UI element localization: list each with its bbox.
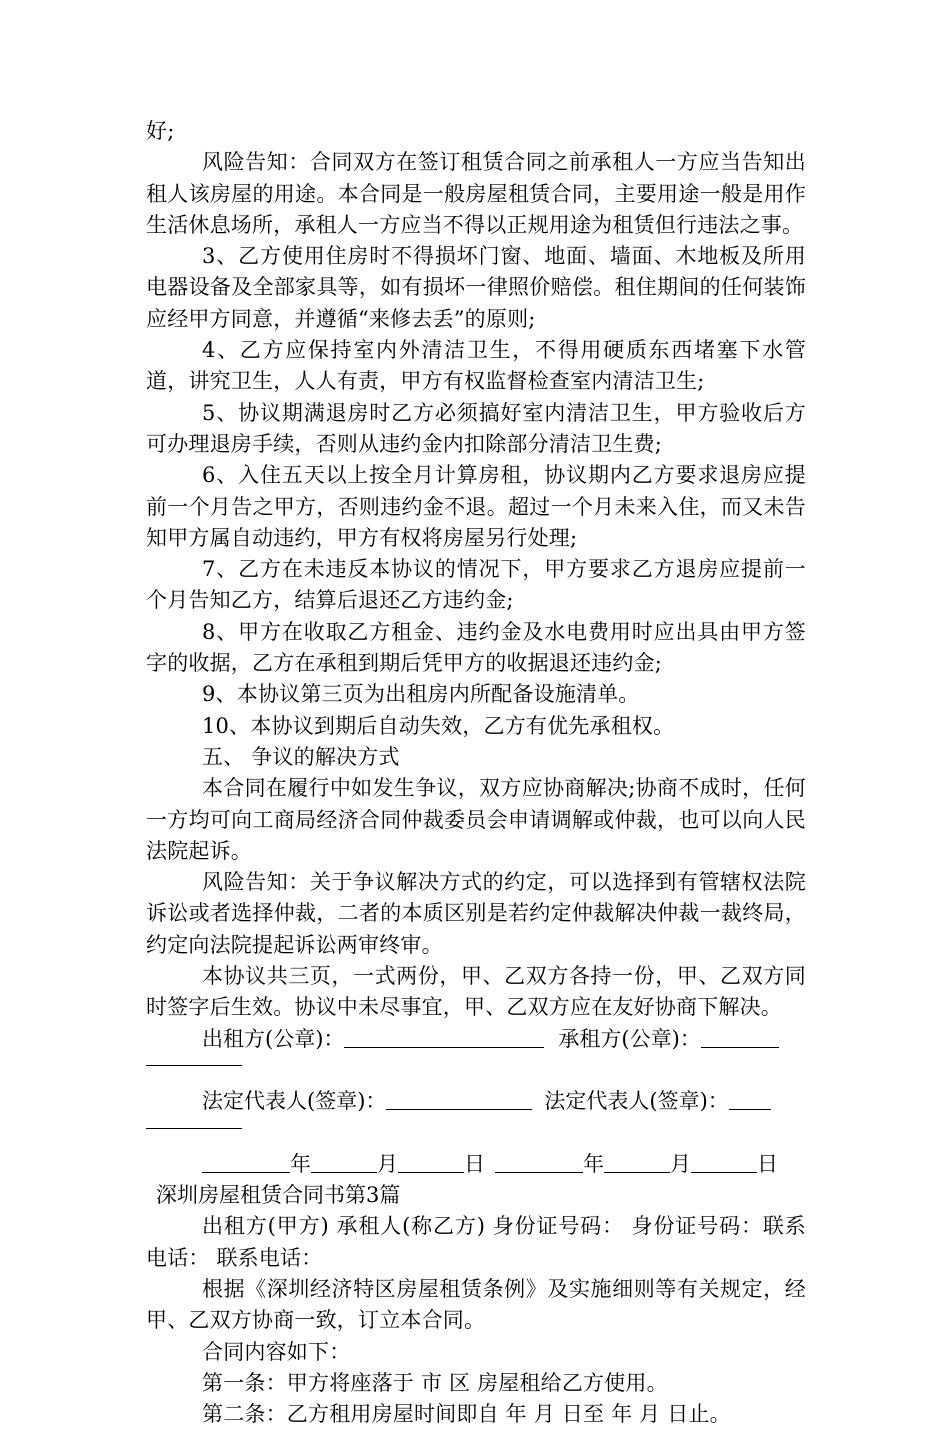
lessor-year-label: 年 xyxy=(290,1151,311,1176)
lessee-day-blank xyxy=(691,1152,757,1173)
lessor-day-label: 日 xyxy=(464,1151,485,1176)
paragraph: 8、甲方在收取乙方租金、违约金及水电费用时应出具由甲方签字的收据，乙方在承租到期后凭甲方的收据退还违约金; xyxy=(146,619,806,676)
contract-clauses xyxy=(146,116,806,1024)
paragraph: 五、 争议的解决方式 xyxy=(202,744,400,769)
paragraph: 好; xyxy=(146,119,175,143)
representative-row xyxy=(146,1086,806,1117)
paragraph: 风险告知：关于争议解决方式的约定，可以选择到有管辖权法院诉讼或者选择仲裁，二者的本质区别是若约定仲裁解决仲裁一裁终局，约定向法院提起诉讼两审终审。 xyxy=(146,870,806,957)
lessee-rep-label: 法定代表人(签章)： xyxy=(544,1089,729,1114)
lessee-seal-line xyxy=(701,1027,779,1048)
lessee-rep-line-continued xyxy=(146,1118,806,1149)
lessee-seal-label: 承租方(公章)： xyxy=(558,1026,701,1051)
paragraph: 出租方(甲方) 承租人(称乙方) 身份证号码： 身份证号码：联系电话： 联系电话： xyxy=(146,1214,806,1270)
lessee-seal-line-continued xyxy=(146,1055,806,1086)
paragraph: 合同内容如下： xyxy=(202,1339,351,1364)
paragraph: 4、乙方应保持室内外清洁卫生，不得用硬质东西堵塞下水管道，讲究卫生，人人有责，甲方有权监督检查室内清洁卫生; xyxy=(146,338,806,394)
paragraph: 第二条：乙方租用房屋时间即自 年 月 日至 年 月 日止。 xyxy=(202,1402,731,1427)
paragraph: 10、本协议到期后自动失效，乙方有优先承租权。 xyxy=(202,713,675,738)
lessor-year-blank xyxy=(202,1152,290,1173)
lessee-year-label: 年 xyxy=(583,1151,604,1176)
lessor-seal-line xyxy=(344,1027,544,1048)
lessee-month-blank xyxy=(604,1152,670,1173)
lessor-month-blank xyxy=(311,1152,377,1173)
lessee-year-blank xyxy=(495,1152,583,1173)
paragraph: 3、乙方使用住房时不得损坏门窗、地面、墙面、木地板及所用电器设备及全部家具等，如有损坏一律照价赔偿。租住期间的任何装饰应经甲方同意，并遵循“来修去丢”的原则; xyxy=(146,244,806,331)
lessor-seal-label: 出租方(公章)： xyxy=(202,1026,345,1051)
section-title: 深圳房屋租赁合同书第3篇 xyxy=(156,1183,401,1208)
contract-intro xyxy=(146,1211,806,1430)
paragraph: 第一条：甲方将座落于 市 区 房屋租给乙方使用。 xyxy=(202,1370,668,1395)
paragraph: 本协议共三页，一式两份，甲、乙双方各持一份，甲、乙双方同时签字后生效。协议中未尽事宜，甲、乙双方应在友好协商下解决。 xyxy=(146,964,806,1020)
lessor-rep-line xyxy=(386,1089,532,1110)
paragraph: 7、乙方在未违反本协议的情况下，甲方要求乙方退房应提前一个月告知乙方，结算后退还乙方违约金; xyxy=(146,557,806,613)
paragraph: 本合同在履行中如发生争议，双方应协商解决;协商不成时，任何一方均可向工商局经济合同仲裁委员会申请调解或仲裁，也可以向人民法院起诉。 xyxy=(146,776,806,863)
lessee-rep-line xyxy=(729,1089,771,1110)
paragraph: 5、协议期满退房时乙方必须搞好室内清洁卫生，甲方验收后方可办理退房手续，否则从违约金内扣除部分清洁卫生费; xyxy=(146,400,806,456)
paragraph: 6、入住五天以上按全月计算房租，协议期内乙方要求退房应提前一个月告之甲方，否则违约金不退。超过一个月未来入住，而又未告知甲方属自动违约，甲方有权将房屋另行处理; xyxy=(146,463,806,550)
paragraph: 根据《深圳经济特区房屋租赁条例》及实施细则等有关规定，经甲、乙双方协商一致，订立本合同。 xyxy=(146,1276,806,1333)
paragraph: 风险告知：合同双方在签订租赁合同之前承租人一方应当告知出租人该房屋的用途。本合同是一般房屋租赁合同，主要用途一般是用作生活休息场所，承租人一方应当不得以正规用途为租赁但行违法之事。 xyxy=(146,150,806,237)
lessor-day-blank xyxy=(398,1152,464,1173)
seal-row xyxy=(146,1024,806,1055)
lessee-day-label: 日 xyxy=(757,1151,778,1176)
lessor-rep-label: 法定代表人(签章)： xyxy=(202,1089,387,1114)
lessee-month-label: 月 xyxy=(670,1151,691,1176)
date-row xyxy=(146,1149,806,1180)
signature-block xyxy=(146,1024,806,1180)
document-page xyxy=(146,116,806,1430)
paragraph: 9、本协议第三页为出租房内所配备设施清单。 xyxy=(202,682,640,707)
lessor-month-label: 月 xyxy=(377,1151,398,1176)
